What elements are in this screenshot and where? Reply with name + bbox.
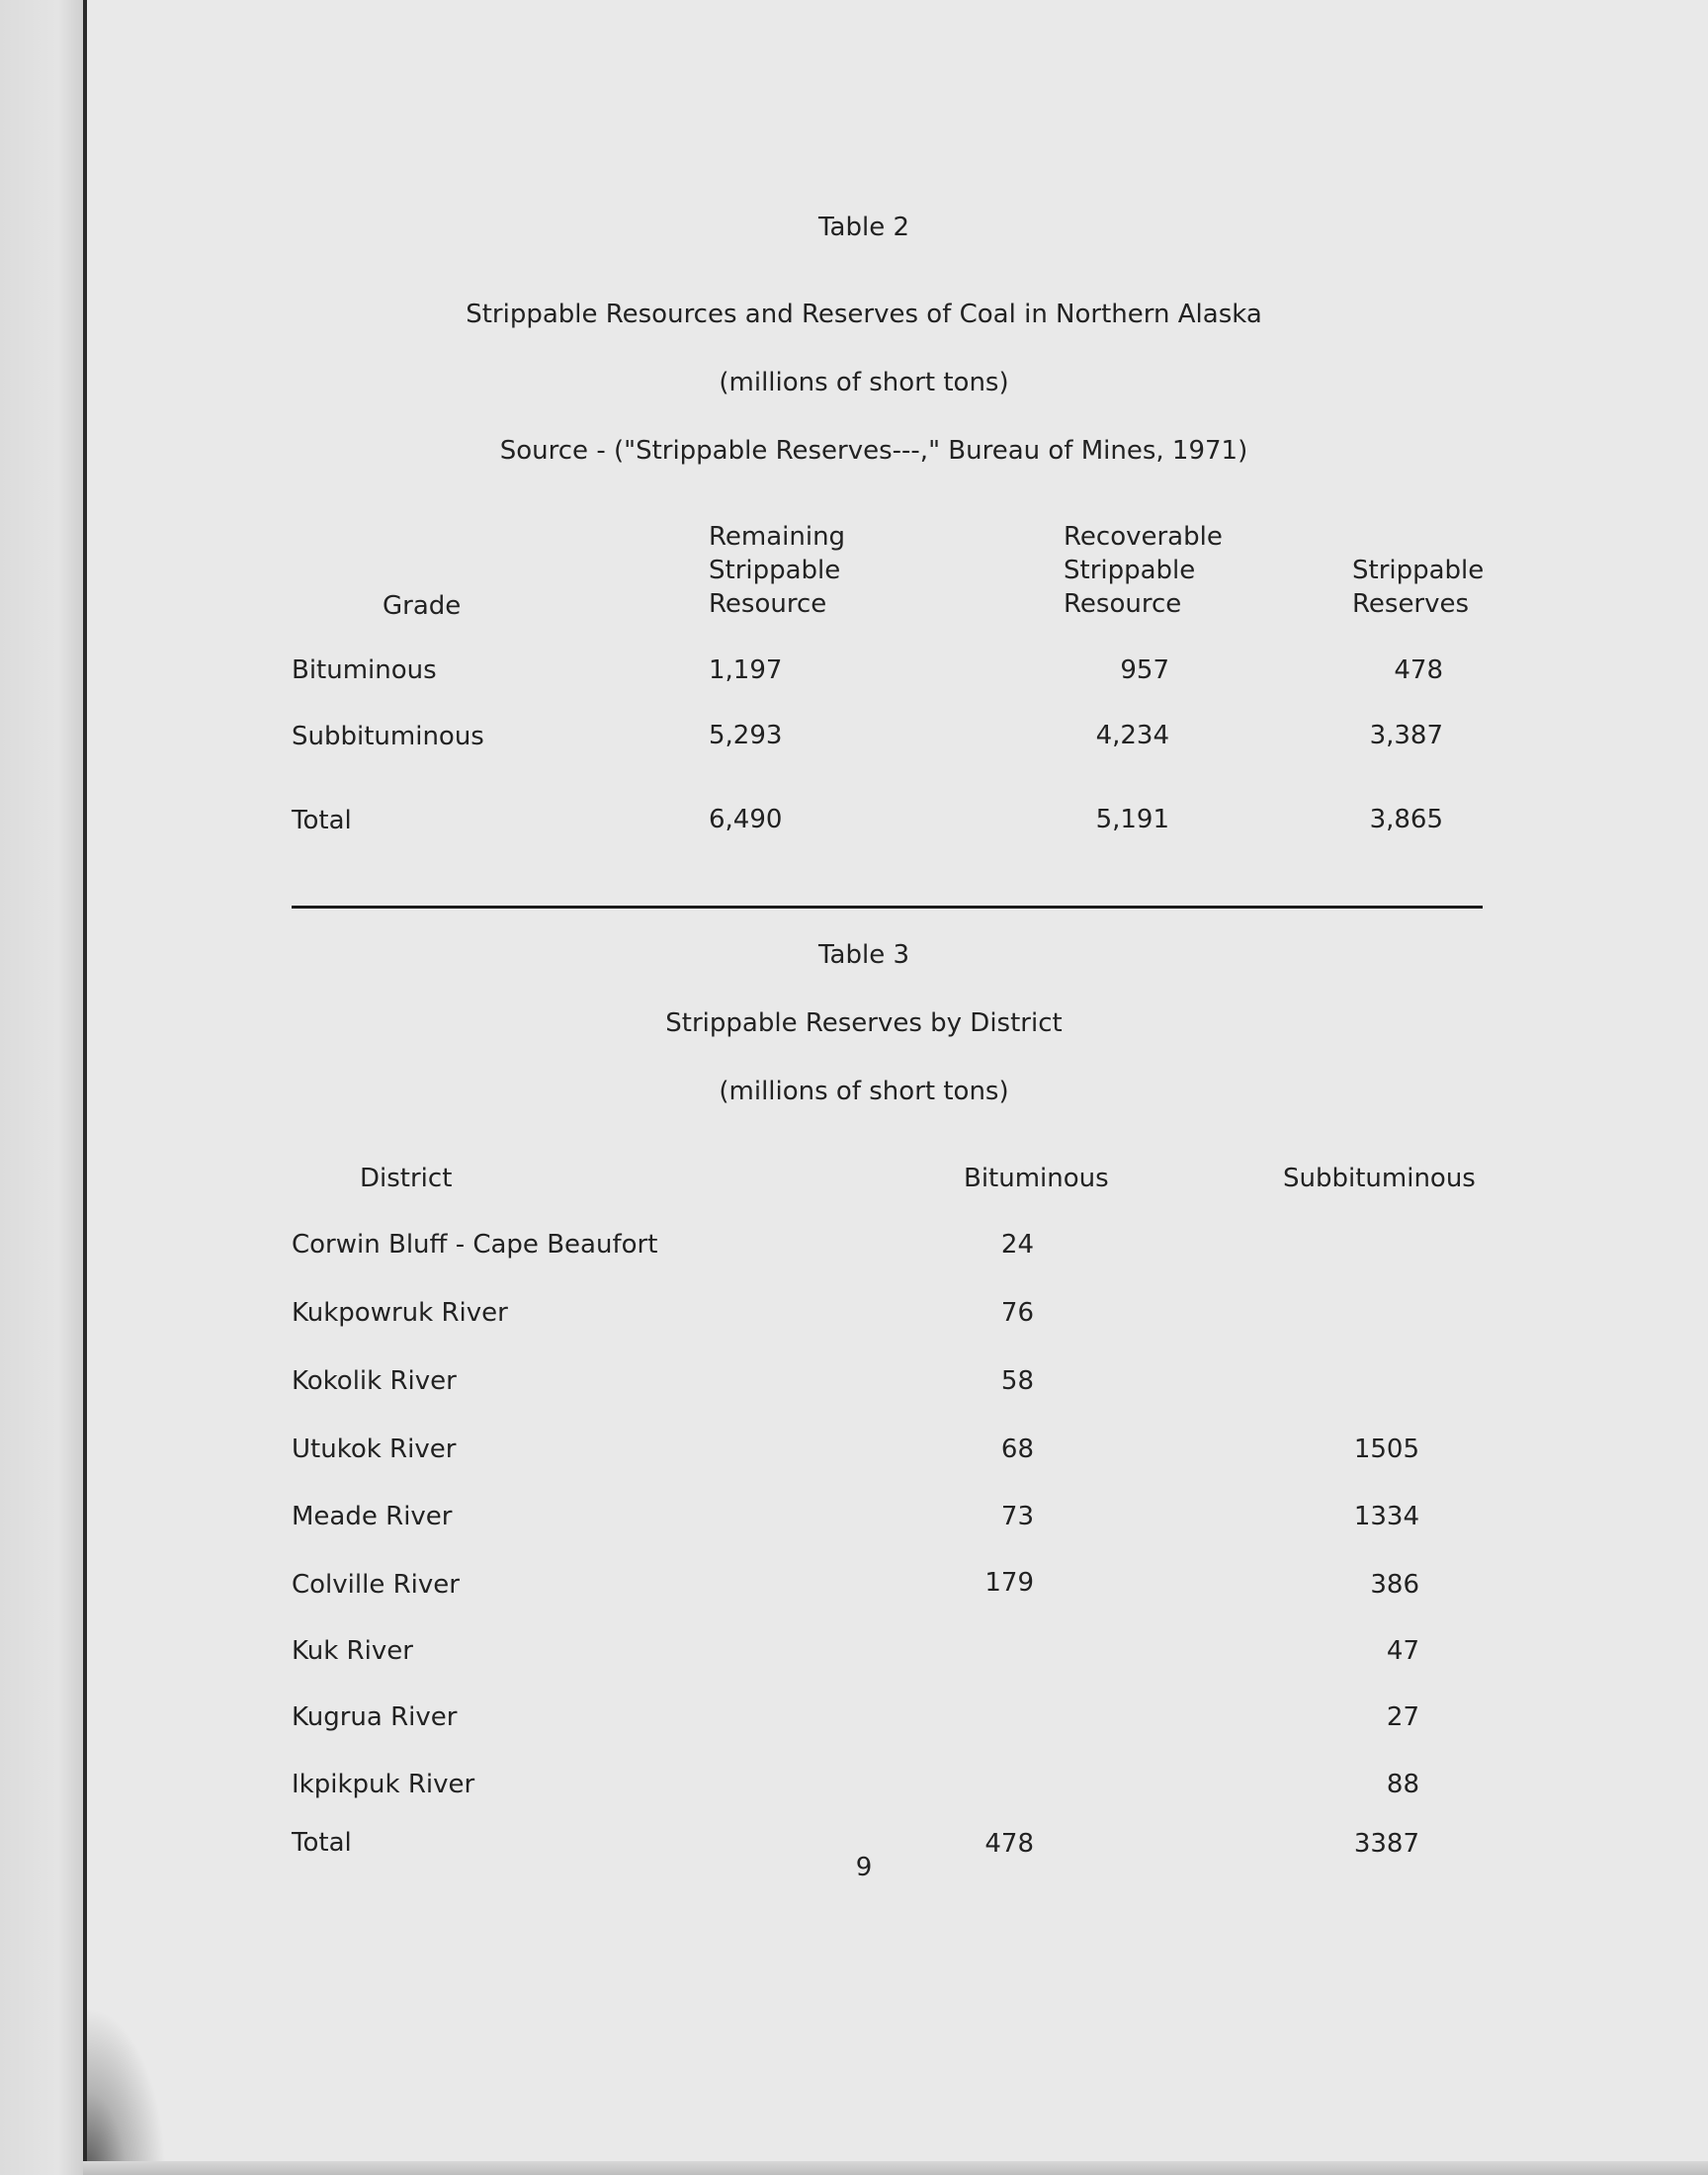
table3-row-bituminous: 179	[984, 1568, 1034, 1598]
table3-col-district: District	[360, 1164, 453, 1193]
table2-row-recoverable: 4,234	[1095, 721, 1169, 750]
page-curl-shadow	[87, 2007, 166, 2175]
table3-row-district: Kuk River	[292, 1636, 413, 1666]
page-bottom-edge	[83, 2161, 1708, 2175]
table2-row-grade: Total	[292, 806, 352, 835]
table2-row-remaining: 6,490	[709, 805, 783, 834]
table2-col-recoverable-line1: Recoverable	[1064, 522, 1223, 552]
table3-row-district: Kugrua River	[292, 1702, 458, 1732]
table-divider	[292, 906, 1483, 909]
table3-row-bituminous: 73	[1000, 1502, 1034, 1531]
table2-row-reserves: 478	[1394, 655, 1443, 685]
table2-col-reserves-line2: Reserves	[1352, 589, 1470, 619]
table2-col-grade: Grade	[383, 591, 462, 621]
table3-title: Strippable Reserves by District	[665, 1008, 1063, 1038]
table3-row-subbituminous: 386	[1370, 1570, 1419, 1600]
page-number: 9	[855, 1853, 873, 1882]
table2-col-remaining-line3: Resource	[709, 589, 827, 619]
table2-source: Source - ("Strippable Reserves---," Bureau of Mines, 1971)	[499, 436, 1248, 466]
table3-row-bituminous: 24	[1000, 1230, 1034, 1260]
table3-col-bituminous: Bituminous	[964, 1164, 1109, 1193]
table3-row-district: Ikpikpuk River	[292, 1770, 475, 1799]
table3-row-bituminous: 58	[1000, 1366, 1034, 1396]
table3-row-district: Utukok River	[292, 1435, 457, 1464]
table2-col-recoverable-line3: Resource	[1064, 589, 1182, 619]
table2-title: Strippable Resources and Reserves of Coal in Northern Alaska	[466, 300, 1262, 329]
table3-row-district: Kukpowruk River	[292, 1298, 508, 1328]
table3-heading: Table 3	[817, 940, 910, 970]
table2-heading: Table 2	[817, 213, 910, 242]
table3-row-district: Corwin Bluff - Cape Beaufort	[292, 1230, 658, 1260]
table3-row-bituminous: 68	[1000, 1435, 1034, 1464]
table2-row-reserves: 3,865	[1369, 805, 1443, 834]
table3-row-subbituminous: 47	[1386, 1636, 1419, 1666]
table3-row-bituminous: 478	[984, 1829, 1034, 1859]
table2-row-recoverable: 957	[1120, 655, 1169, 685]
table3-row-bituminous: 76	[1000, 1298, 1034, 1328]
table2-units: (millions of short tons)	[719, 368, 1009, 397]
table3-row-subbituminous: 3387	[1353, 1829, 1419, 1859]
binding-edge	[83, 0, 87, 2163]
table2-col-reserves-line1: Strippable	[1352, 556, 1485, 585]
table3-row-subbituminous: 88	[1386, 1770, 1419, 1799]
table2-col-remaining-line1: Remaining	[709, 522, 846, 552]
table2-row-grade: Subbituminous	[292, 722, 484, 751]
table2-row-recoverable: 5,191	[1095, 805, 1169, 834]
table3-units: (millions of short tons)	[719, 1077, 1009, 1106]
table2-col-recoverable-line2: Strippable	[1064, 556, 1196, 585]
table3-row-subbituminous: 1505	[1353, 1435, 1419, 1464]
table3-row-district: Meade River	[292, 1502, 453, 1531]
table3-row-district: Kokolik River	[292, 1366, 457, 1396]
table2-col-remaining-line2: Strippable	[709, 556, 841, 585]
table3-row-subbituminous: 27	[1386, 1702, 1419, 1732]
table2-row-remaining: 1,197	[709, 655, 783, 685]
table3-row-district: Total	[292, 1828, 352, 1858]
table3-row-subbituminous: 1334	[1353, 1502, 1419, 1531]
table2-row-reserves: 3,387	[1369, 721, 1443, 750]
table3-col-subbituminous: Subbituminous	[1283, 1164, 1476, 1193]
table2-row-remaining: 5,293	[709, 721, 783, 750]
table2-row-grade: Bituminous	[292, 655, 437, 685]
table3-row-district: Colville River	[292, 1570, 460, 1600]
binding-shadow	[0, 0, 83, 2175]
